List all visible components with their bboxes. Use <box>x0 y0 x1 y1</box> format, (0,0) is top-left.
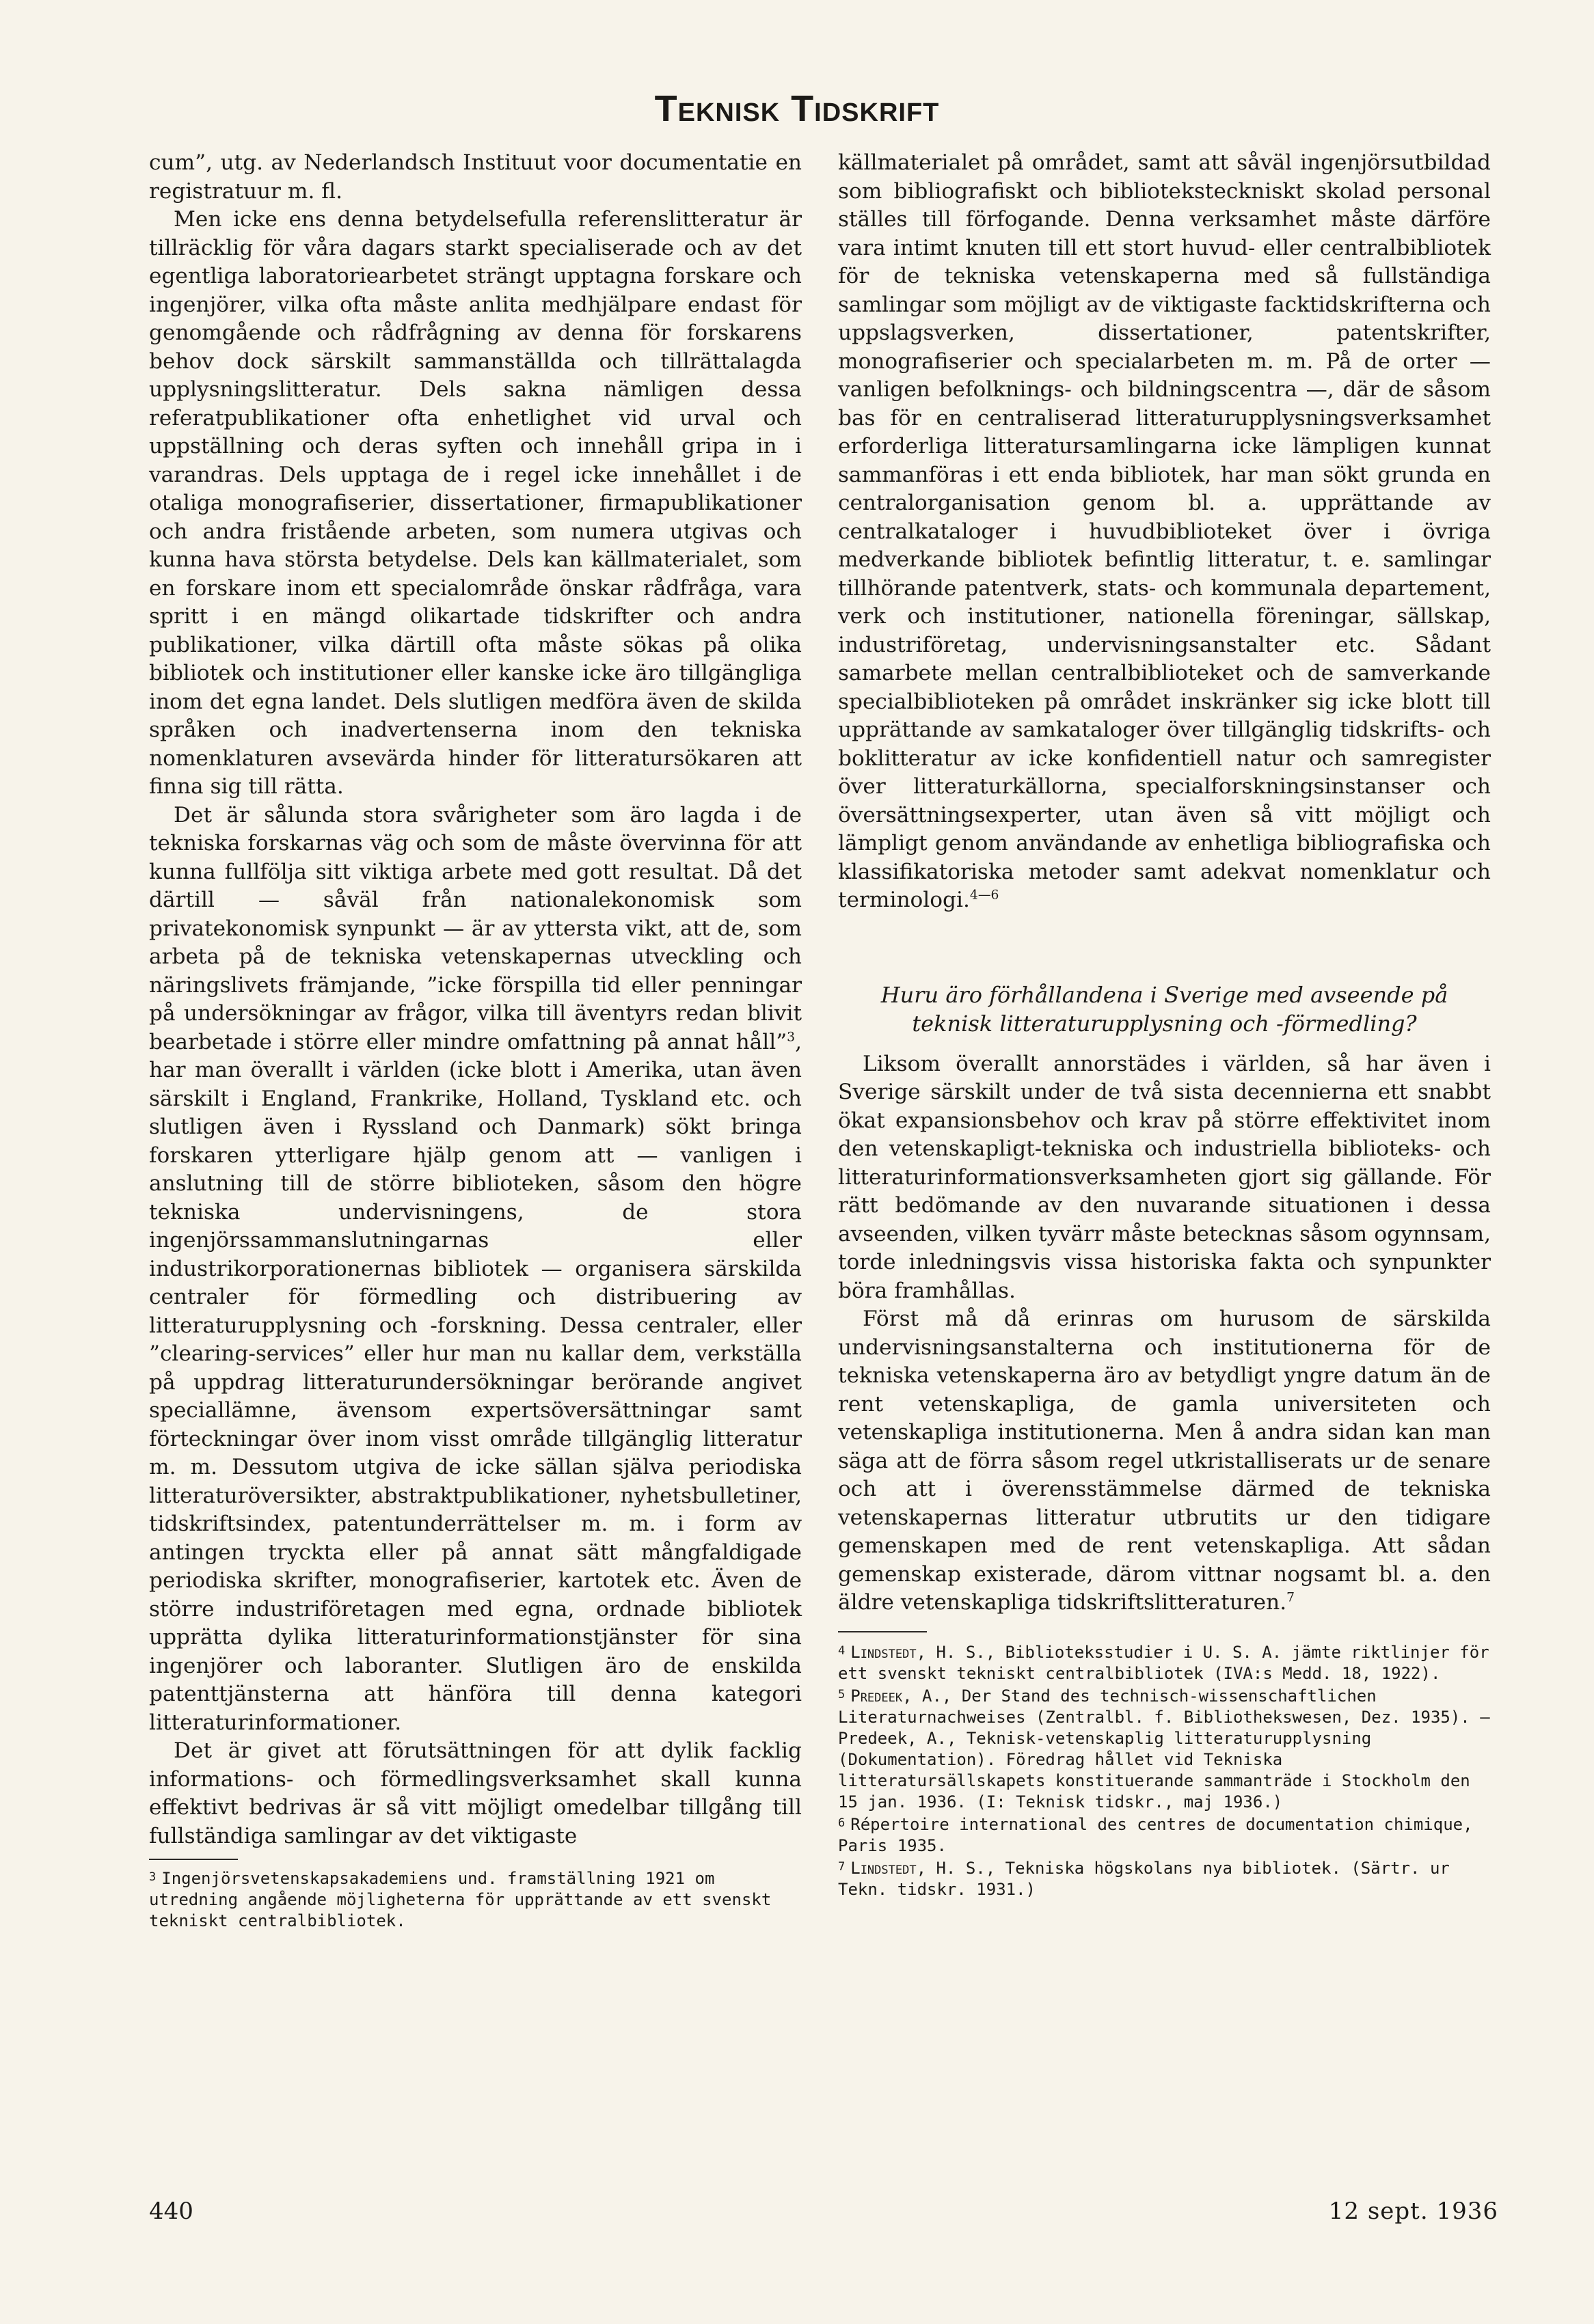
footnotes <box>838 1631 1491 1900</box>
paragraph <box>149 802 802 1738</box>
page-number: 440 <box>149 2198 193 2225</box>
footnote-text: Ingenjörsvetenskapsakademiens und. framställning 1921 om utredning angående möjligheterna för upprättande av ett svenskt tekniskt centralbibliotek. <box>149 1869 772 1930</box>
journal-masthead: Teknisk Tidskrift <box>654 88 940 129</box>
right-column <box>838 149 1491 1900</box>
paragraph-text: , har man överallt i världen (icke blott i Amerika, utan även särskilt i England, Frankrike, Holland, Tyskland etc. och slutligen även i Ryssland och Danmark) sökt bringa forskaren ytterligare hjälp genom att — vanligen i anslutning till de större biblioteken, såsom den högre tekniska undervisningens, de stora ingenjörssammanslutningarnas eller industrikorporationernas bibliotek — organisera särskilda centraler för förmedling och distribuering av litteraturupplysning och -forskning. Dessa centraler, eller ”clearing-services” eller hur man nu kallar dem, verkställa på uppdrag litteraturundersökningar berörande angivet speciallämne, ävensom expertsöversättningar samt förteckningar över inom visst område tillgänglig litteratur m. m. Dessutom utgiva de icke sällan själva periodiska litteraturöversikter, abstraktpublikationer, nyhetsbulletiner, tidskriftsindex, patentunderrättelser m. m. i form av antingen tryckta eller på annat sätt mångfaldigade periodiska skrifter, monografiserier, kartotek etc. Även de större industriföretagen med egna, ordnade bibliotek upprätta dylika litteraturinformationstjänster för sina ingenjörer och laboranter. Slutligen äro de enskilda patenttjänsterna att hänföra till denna kategori litteraturinformationer. <box>149 1029 802 1735</box>
footnote-ref: 7 <box>1286 1590 1295 1605</box>
footnote-rule <box>149 1859 238 1860</box>
issue-date: 12 sept. 1936 <box>1328 2198 1498 2225</box>
footnote-number: 5 <box>838 1687 846 1701</box>
footnote-author: Lindstedt, H. S., <box>850 1642 996 1662</box>
footnote-number: 3 <box>149 1870 157 1884</box>
footnote-text: Biblioteksstudier i U. S. A. jämte riktlinjer för ett svenskt tekniskt centralbibliotek (IVA:s Medd. 18, 1922). <box>838 1642 1489 1683</box>
footnote-text: Tekniska högskolans nya bibliotek. (Särtr. ur Tekn. tidskr. 1931.) <box>838 1858 1450 1899</box>
footnote <box>149 1867 802 1932</box>
footnote-author: Lindstedt, H. S., <box>850 1858 996 1878</box>
footnote-ref: 4—6 <box>969 888 999 903</box>
footnote <box>838 1684 1491 1813</box>
footnotes <box>149 1859 802 1932</box>
footnote-text: Répertoire international des centres de documentation chimique, Paris 1935. <box>838 1814 1473 1855</box>
footnote-number: 7 <box>838 1859 846 1874</box>
paragraph-text: Först må då erinras om hurusom de särskilda undervisningsanstalterna och institutionerna för de tekniska vetenskaperna äro av betydligt yngre datum än de rent vetenskapliga, de gamla universiteten och vetenskapliga institutionerna. Men å andra sidan kan man säga att de förra såsom regel utkristalliserats ur de senare och att i överensstämmelse därmed de tekniska vetenskapernas litteratur utbrutits ur den tidigare gemenskapen med de rent vetenskapliga. Att sådan gemenskap existerade, därom vittnar nogsamt bl. a. den äldre vetenskapliga tidskriftslitteraturen. <box>838 1307 1491 1615</box>
paragraph <box>838 1305 1491 1617</box>
paragraph <box>838 149 1491 915</box>
left-column <box>149 149 802 1932</box>
paragraph: cum”, utg. av Nederlandsch Instituut voor documentatie en registratuur m. fl. <box>149 150 802 204</box>
section-heading: Huru äro förhållandena i Sverige med avseende på teknisk litteraturupplysning och -förmedling? <box>880 981 1448 1037</box>
footnote-rule <box>838 1631 927 1632</box>
paragraph-text: Det är sålunda stora svårigheter som äro lagda i de tekniska forskarnas väg och som de måste övervinna för att kunna fullfölja sitt viktiga arbete med gott resultat. Då det därtill — såväl från nationalekonomisk som privatekonomisk synpunkt — är av yttersta vikt, att de, som arbeta på de tekniska vetenskapernas utveckling och näringslivets främjande, ”icke förspilla tid eller penningar på undersökningar av frågor, vilka till äventyrs redan blivit bearbetade i större eller mindre omfattning på annat håll” <box>149 802 802 1054</box>
footnote-number: 6 <box>838 1816 846 1830</box>
paragraph-text: källmaterialet på området, samt att såväl ingenjörsutbildad som bibliografiskt och biblioteksteckniskt skolad personal ställes till förfogande. Denna verksamhet måste därföre vara intimt knuten till ett stort huvud- eller centralbibliotek för de tekniska vetenskaperna med så fullständiga samlingar som möjligt av de viktigaste facktidskrifterna och uppslagsverken, dissertationer, patentskrifter, monografiserier och specialarbeten m. m. På de orter — vanligen befolknings- och bildningscentra —, där de såsom bas för en centraliserad litteraturupplysningsverksamhet erforderliga litteratursamlingarna icke lämpligen kunnat sammanföras i ett enda bibliotek, har man sökt grunda en centralorganisation genom bl. a. upprättande av centralkataloger i huvudbiblioteket över i övriga medverkande bibliotek befintlig litteratur, t. e. samlingar tillhörande patentverk, stats- och kommunala departement, verk och institutioner, nationella föreningar, sällskap, industriföretag, undervisningsanstalter etc. Sådant samarbete mellan centralbiblioteket och de samverkande specialbiblioteken på området inskränker sig icke blott till upprättande av samkataloger över tillgänglig tidskrifts- och boklitteratur av icke konfidentiell natur och samregister över litteraturkällorna, specialforskningsinstanser och översättningsexperter, utan även så vitt möjligt och lämpligt genom användande av enhetliga bibliografiska och klassifikatoriska metoder samt adekvat nomenklatur och terminologi. <box>838 150 1491 912</box>
footnote <box>838 1857 1491 1900</box>
footnote <box>838 1813 1491 1857</box>
paragraph: Men icke ens denna betydelsefulla referenslitteratur är tillräcklig för våra dagars starkt specialiserade och av det egentliga laboratoriearbetet strängt upptagna forskare och ingenjörer, vilka ofta måste anlita medhjälpare endast för genomgående och rådfrågning av denna för forskarens behov dock särskilt sammanställda och tillrättalagda upplysningslitteratur. Dels sakna nämligen dessa referatpublikationer ofta enhetlighet vid urval och uppställning och deras syften och innehåll gripa in i varandras. Dels upptaga de i regel icke innehållet i de otaliga monografiserier, dissertationer, firmapublikationer och andra fristående arbeten, som numera utgivas och kunna hava största betydelse. Dels kan källmaterialet, som en forskare inom ett specialområde önskar rådfråga, vara spritt i en mängd olikartade tidskrifter och andra publikationer, vilka därtill ofta måste sökas på olika bibliotek och institutioner eller kanske icke äro tillgängliga inom det egna landet. Dels slutligen medföra även de skilda språken och inadvertenserna inom den tekniska nomenklaturen avsevärda hinder för litteratursökaren att finna sig till rätta. <box>149 207 802 799</box>
footnote-author: Predeek, A., <box>850 1686 952 1706</box>
footnote-number: 4 <box>838 1643 846 1658</box>
footnote-text: Der Stand des technisch-wissenschaftlichen Literaturnachweises (Zentralbl. f. Bibliothekswesen, Dez. 1935). — Predeek, A., Teknisk-vetenskaplig litteraturupplysning (Dokumentation). Föredrag hållet vid Tekniska litteratursällskapets konstituerande sammanträde i Stockholm den 15 jan. 1936. (I: Teknisk tidskr., maj 1936.) <box>838 1686 1490 1812</box>
paragraph: Det är givet att förutsättningen för att dylik facklig informations- och förmedlingsverksamhet skall kunna effektivt bedrivas är så vitt möjligt omedelbar tillgång till fullständiga samlingar av det viktigaste <box>149 1738 802 1848</box>
footnote-ref: 3 <box>787 1030 796 1045</box>
paragraph: Liksom överallt annorstädes i världen, så har även i Sverige särskilt under de två sista decennierna ett snabbt ökat expansionsbehov och krav på större effektivitet inom den vetenskapligt-tekniska och industriella biblioteks- och litteraturinformationsverksamheten gjort sig gällande. För rätt bedömande av den nuvarande situationen i dessa avseenden, vilken tyvärr måste betecknas såsom ogynnsam, torde inledningsvis vissa historiska fakta och synpunkter böra framhållas. <box>838 1051 1491 1303</box>
footnote <box>838 1641 1491 1684</box>
